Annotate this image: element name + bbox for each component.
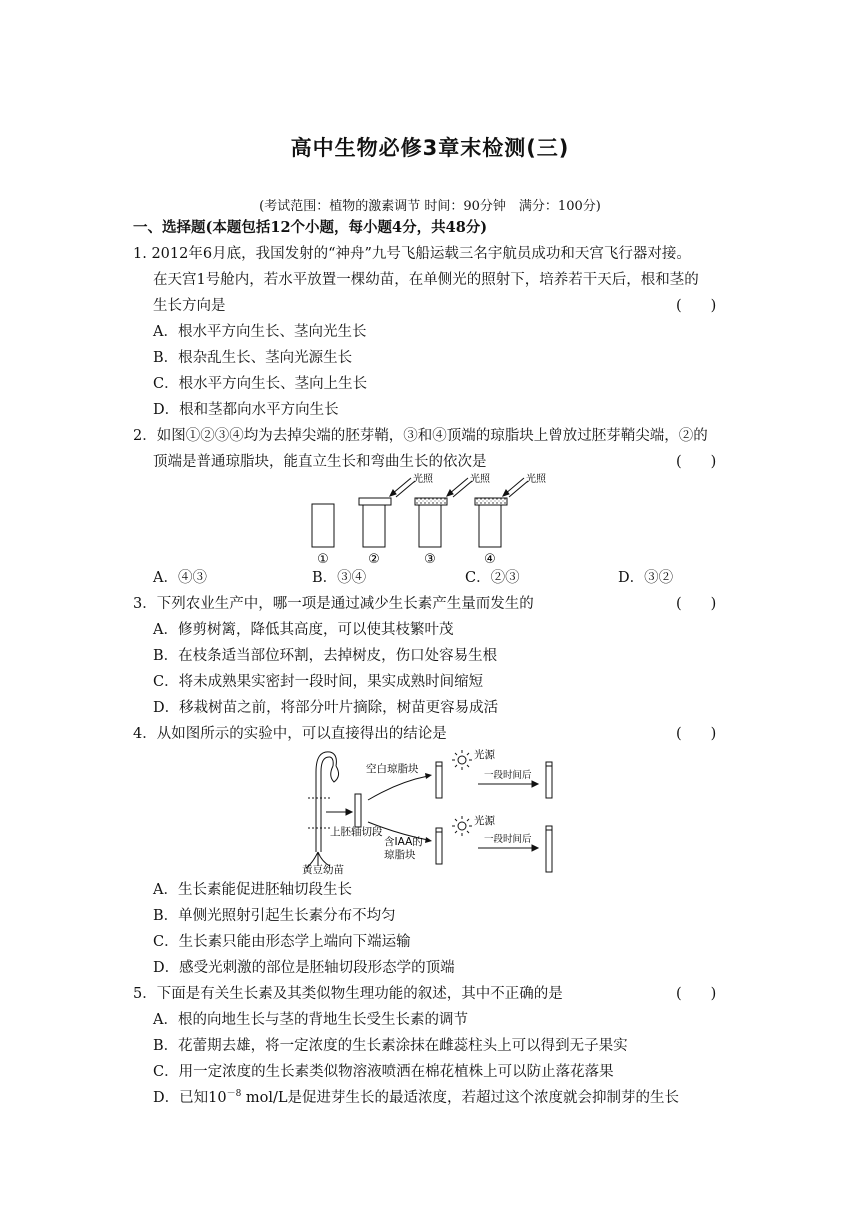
q5-option-d-suffix: mol/L是促进芽生长的最适浓度，若超过这个浓度就会抑制芽的生长 [241,1090,680,1106]
segment-label: 上胚轴切段 [330,826,383,838]
q2-answer-paren: ( ) [676,454,717,470]
q5-option-b: B．花蕾期去雄，将一定浓度的生长素涂抹在雌蕊柱头上可以得到无子果实 [153,1038,628,1054]
q2-option-d: D．③② [618,570,674,586]
q3-answer-paren: ( ) [676,596,717,612]
iaa-agar-after [546,826,552,830]
q4-option-d: D．感受光刺激的部位是胚轴切段形态学的顶端 [153,960,455,976]
page-title: 高中生物必修3章末检测(三) [290,136,570,160]
iaa-agar-label-2: 琼脂块 [384,849,416,861]
q4-option-c: C．生长素只能由形态学上端向下端运输 [153,934,411,950]
light-arrows [390,478,528,497]
label-4: ④ [484,552,496,567]
label-1: ① [317,552,329,567]
coleoptile-4 [479,505,501,547]
segment-top-before [436,766,442,798]
q4-stem: 4．从如图所示的实验中，可以直接得出的结论是 [133,726,447,742]
q5-option-d [153,1088,679,1108]
segment-bottom-after [546,830,552,872]
q3-option-a: A．修剪树篱，降低其高度，可以使其枝繁叶茂 [153,622,454,638]
q1-option-d: D．根和茎都向水平方向生长 [153,402,339,418]
blank-agar-block [436,762,442,766]
agar-block-2 [359,498,391,505]
q1-stem-line3: 生长方向是 [153,298,226,314]
coleoptile-3 [419,505,441,547]
seedling-label: 黄豆幼苗 [302,864,344,876]
sun-icon-bottom [452,816,472,836]
q1-option-a: A．根水平方向生长、茎向光生长 [153,324,367,340]
agar-block-3 [415,498,447,505]
q4-answer-paren: ( ) [676,726,717,742]
q1-answer-paren: ( ) [676,298,717,314]
label-3: ③ [424,552,436,567]
q5-answer-paren: ( ) [676,986,717,1002]
q2-stem-line2: 顶端是普通琼脂块，能直立生长和弯曲生长的依次是 [153,454,487,470]
q3-option-d: D．移栽树苗之前，将部分叶片摘除，树苗更容易成活 [153,700,499,716]
light-label-4: 光照 [526,474,546,485]
q5-option-c: C．用一定浓度的生长素类似物溶液喷洒在棉花植株上可以防止落花落果 [153,1064,614,1080]
blank-agar-label: 空白琼脂块 [366,763,419,775]
time-label-bottom: 一段时间后 [484,834,532,845]
iaa-agar-label-1: 含IAA的 [384,836,423,848]
coleoptile-2 [363,505,385,547]
q5-option-d-prefix: D．已知10 [153,1090,227,1106]
q5-option-d-exponent: －8 [226,1089,242,1099]
section-heading: 一、选择题(本题包括12个小题，每小题4分，共48分) [133,219,488,236]
q1-stem-line2: 在天宫1号舱内，若水平放置一棵幼苗，在单侧光的照射下，培养若干天后，根和茎的 [153,272,699,288]
coleoptile-1 [312,504,334,547]
segment-top-after [546,766,552,798]
q2-stem-line1: 2．如图①②③④均为去掉尖端的胚芽鞘，③和④顶端的琼脂块上曾放过胚芽鞘尖端，②的 [133,428,708,444]
q3-option-b: B．在枝条适当部位环割，去掉树皮，伤口处容易生根 [153,648,498,664]
q2-option-c: C．②③ [465,570,520,586]
light-source-label-top: 光源 [474,749,495,761]
time-label-top: 一段时间后 [484,770,532,781]
light-source-label-bottom: 光源 [474,815,495,827]
agar-block-4 [475,498,507,505]
q3-stem: 3．下列农业生产中，哪一项是通过减少生长素产生量而发生的 [133,596,534,612]
q5-option-a: A．根的向地生长与茎的背地生长受生长素的调节 [153,1012,468,1028]
light-label-2: 光照 [413,474,433,485]
q1-stem-line1: 1. 2012年6月底，我国发射的“神舟”九号飞船运载三名宇航员成功和天宫飞行器对接。 [133,246,691,262]
blank-agar-after [546,762,552,766]
q1-option-b: B．根杂乱生长、茎向光源生长 [153,350,353,366]
q2-option-a: A．④③ [153,570,207,586]
segment-bottom-before [436,832,442,864]
q5-stem: 5．下面是有关生长素及其类似物生理功能的叙述，其中不正确的是 [133,986,563,1002]
q3-option-c: C．将未成熟果实密封一段时间，果实成熟时间缩短 [153,674,484,690]
light-label-3: 光照 [470,474,490,485]
q1-option-c: C．根水平方向生长、茎向上生长 [153,376,368,392]
q4-option-a: A．生长素能促进胚轴切段生长 [153,882,352,898]
seedling [306,752,339,868]
exam-info: (考试范围：植物的激素调节 时间：90分钟 满分：100分) [259,199,601,214]
sun-icon-top [452,750,472,770]
q4-figure [298,742,588,876]
q2-option-b: B．③④ [312,570,367,586]
q4-option-b: B．单侧光照射引起生长素分布不均匀 [153,908,396,924]
q2-figure [300,470,560,568]
hypocotyl-segment [355,794,361,827]
label-2: ② [368,552,380,567]
iaa-agar-block [436,828,442,832]
